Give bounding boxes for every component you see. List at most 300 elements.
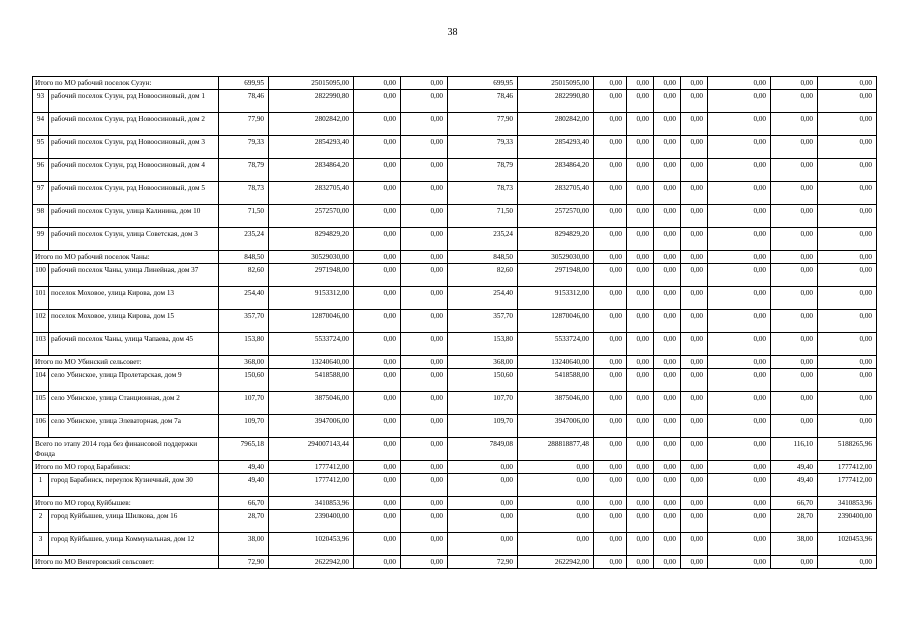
value-cell: 0,00: [818, 556, 877, 569]
value-cell: 8294829,20: [269, 228, 354, 251]
value-cell: 72,90: [448, 556, 518, 569]
value-cell: 0,00: [681, 356, 708, 369]
value-cell: 0,00: [354, 392, 401, 415]
value-cell: 1777412,00: [818, 461, 877, 474]
value-cell: 0,00: [681, 228, 708, 251]
value-cell: 3947006,00: [518, 415, 594, 438]
value-cell: 0,00: [448, 510, 518, 533]
value-cell: 0,00: [627, 287, 654, 310]
data-table: [32, 76, 877, 569]
value-cell: 368,00: [219, 356, 269, 369]
value-cell: 0,00: [627, 369, 654, 392]
value-cell: 0,00: [627, 228, 654, 251]
value-cell: 150,60: [219, 369, 269, 392]
value-cell: 0,00: [354, 90, 401, 113]
value-cell: 848,50: [219, 251, 269, 264]
value-cell: 0,00: [401, 392, 448, 415]
value-cell: 0,00: [354, 287, 401, 310]
value-cell: 0,00: [627, 182, 654, 205]
value-cell: 0,00: [627, 356, 654, 369]
value-cell: 0,00: [354, 497, 401, 510]
row-address: рабочий поселок Сузун, рзд Новоосиновый, дом 2: [49, 113, 219, 136]
value-cell: 12870046,00: [269, 310, 354, 333]
value-cell: 153,80: [448, 333, 518, 356]
table-row: [33, 474, 877, 497]
value-cell: 0,00: [594, 264, 627, 287]
value-cell: 0,00: [354, 159, 401, 182]
value-cell: 0,00: [708, 136, 771, 159]
value-cell: 0,00: [627, 333, 654, 356]
value-cell: 0,00: [448, 474, 518, 497]
value-cell: 12870046,00: [518, 310, 594, 333]
total-label: Всего по этапу 2014 года без финансовой поддержки Фонда: [33, 438, 219, 461]
row-address: город Куйбышев, улица Коммунальная, дом 12: [49, 533, 219, 556]
row-index: 103: [33, 333, 49, 356]
value-cell: 82,60: [448, 264, 518, 287]
value-cell: 0,00: [771, 251, 818, 264]
table-total-row: [33, 356, 877, 369]
value-cell: 0,00: [681, 251, 708, 264]
table-row: [33, 136, 877, 159]
value-cell: 0,00: [354, 310, 401, 333]
value-cell: 116,10: [771, 438, 818, 461]
value-cell: 0,00: [354, 415, 401, 438]
value-cell: 0,00: [401, 182, 448, 205]
value-cell: 0,00: [818, 264, 877, 287]
value-cell: 0,00: [401, 228, 448, 251]
value-cell: 3410853,96: [269, 497, 354, 510]
value-cell: 357,70: [219, 310, 269, 333]
value-cell: 0,00: [401, 310, 448, 333]
value-cell: 107,70: [448, 392, 518, 415]
table-total-row: [33, 556, 877, 569]
value-cell: 254,40: [219, 287, 269, 310]
row-address: рабочий поселок Сузун, рзд Новоосиновый, дом 1: [49, 90, 219, 113]
row-address: рабочий поселок Чаны, улица Чапаева, дом 45: [49, 333, 219, 356]
value-cell: 150,60: [448, 369, 518, 392]
value-cell: 7849,08: [448, 438, 518, 461]
value-cell: 0,00: [594, 533, 627, 556]
value-cell: 71,50: [219, 205, 269, 228]
value-cell: 0,00: [594, 113, 627, 136]
value-cell: 0,00: [654, 392, 681, 415]
table-row: [33, 510, 877, 533]
row-address: город Барабинск, переулок Кузнечный, дом 30: [49, 474, 219, 497]
value-cell: 0,00: [681, 461, 708, 474]
value-cell: 0,00: [818, 228, 877, 251]
total-label: Итого по МО город Куйбышев:: [33, 497, 219, 510]
value-cell: 82,60: [219, 264, 269, 287]
value-cell: 0,00: [681, 113, 708, 136]
value-cell: 0,00: [594, 228, 627, 251]
value-cell: 0,00: [354, 556, 401, 569]
value-cell: 49,40: [771, 461, 818, 474]
value-cell: 0,00: [354, 136, 401, 159]
value-cell: 0,00: [654, 77, 681, 90]
row-address: село Убинское, улица Пролетарская, дом 9: [49, 369, 219, 392]
value-cell: 5533724,00: [518, 333, 594, 356]
value-cell: 0,00: [654, 310, 681, 333]
value-cell: 0,00: [654, 136, 681, 159]
value-cell: 0,00: [771, 159, 818, 182]
value-cell: 1020453,96: [269, 533, 354, 556]
value-cell: 0,00: [654, 510, 681, 533]
row-index: 101: [33, 287, 49, 310]
value-cell: 49,40: [219, 474, 269, 497]
value-cell: 1777412,00: [818, 474, 877, 497]
value-cell: 0,00: [594, 205, 627, 228]
value-cell: 0,00: [681, 136, 708, 159]
value-cell: 0,00: [518, 497, 594, 510]
value-cell: 0,00: [681, 182, 708, 205]
value-cell: 0,00: [354, 205, 401, 228]
row-index: 3: [33, 533, 49, 556]
value-cell: 699,95: [448, 77, 518, 90]
value-cell: 0,00: [681, 474, 708, 497]
value-cell: 0,00: [401, 438, 448, 461]
value-cell: 0,00: [654, 556, 681, 569]
value-cell: 0,00: [518, 510, 594, 533]
row-index: 96: [33, 159, 49, 182]
value-cell: 0,00: [518, 474, 594, 497]
value-cell: 0,00: [818, 136, 877, 159]
value-cell: 0,00: [594, 287, 627, 310]
value-cell: 0,00: [708, 510, 771, 533]
value-cell: 107,70: [219, 392, 269, 415]
value-cell: 0,00: [708, 287, 771, 310]
value-cell: 0,00: [594, 90, 627, 113]
value-cell: 368,00: [448, 356, 518, 369]
total-label: Итого по МО рабочий поселок Чаны:: [33, 251, 219, 264]
value-cell: 0,00: [771, 333, 818, 356]
row-address: поселок Моховое, улица Кирова, дом 13: [49, 287, 219, 310]
row-index: 100: [33, 264, 49, 287]
table-total-row: [33, 461, 877, 474]
value-cell: 357,70: [448, 310, 518, 333]
value-cell: 0,00: [681, 264, 708, 287]
value-cell: 0,00: [354, 182, 401, 205]
value-cell: 0,00: [401, 369, 448, 392]
value-cell: 2834864,20: [518, 159, 594, 182]
value-cell: 66,70: [771, 497, 818, 510]
value-cell: 25015095,00: [518, 77, 594, 90]
row-index: 94: [33, 113, 49, 136]
value-cell: 0,00: [594, 251, 627, 264]
value-cell: 235,24: [448, 228, 518, 251]
value-cell: 78,79: [448, 159, 518, 182]
table-row: [33, 287, 877, 310]
value-cell: 0,00: [708, 333, 771, 356]
value-cell: 79,33: [219, 136, 269, 159]
value-cell: 0,00: [654, 205, 681, 228]
value-cell: 0,00: [654, 474, 681, 497]
value-cell: 0,00: [771, 369, 818, 392]
value-cell: 0,00: [654, 287, 681, 310]
value-cell: 0,00: [354, 461, 401, 474]
row-index: 2: [33, 510, 49, 533]
total-label: Итого по МО Убинский сельсовет:: [33, 356, 219, 369]
value-cell: 0,00: [654, 90, 681, 113]
value-cell: 0,00: [354, 77, 401, 90]
table-row: [33, 533, 877, 556]
value-cell: 13240640,00: [269, 356, 354, 369]
value-cell: 0,00: [594, 356, 627, 369]
value-cell: 1777412,00: [269, 474, 354, 497]
value-cell: 0,00: [708, 310, 771, 333]
value-cell: 0,00: [771, 77, 818, 90]
value-cell: 0,00: [681, 90, 708, 113]
table-total-row: [33, 497, 877, 510]
value-cell: 0,00: [401, 287, 448, 310]
value-cell: 0,00: [401, 159, 448, 182]
value-cell: 0,00: [401, 474, 448, 497]
value-cell: 8294829,20: [518, 228, 594, 251]
value-cell: 1777412,00: [269, 461, 354, 474]
value-cell: 0,00: [354, 113, 401, 136]
table-total-row: [33, 251, 877, 264]
row-index: 104: [33, 369, 49, 392]
value-cell: 0,00: [681, 310, 708, 333]
value-cell: 3875046,00: [518, 392, 594, 415]
value-cell: 2390400,00: [818, 510, 877, 533]
value-cell: 7965,18: [219, 438, 269, 461]
value-cell: 78,46: [219, 90, 269, 113]
value-cell: 0,00: [401, 264, 448, 287]
value-cell: 0,00: [354, 474, 401, 497]
value-cell: 0,00: [818, 251, 877, 264]
value-cell: 0,00: [354, 228, 401, 251]
value-cell: 0,00: [401, 497, 448, 510]
value-cell: 0,00: [448, 533, 518, 556]
value-cell: 0,00: [401, 77, 448, 90]
value-cell: 109,70: [448, 415, 518, 438]
value-cell: 0,00: [594, 510, 627, 533]
value-cell: 0,00: [627, 90, 654, 113]
value-cell: 5533724,00: [269, 333, 354, 356]
table-row: [33, 333, 877, 356]
table-row: [33, 369, 877, 392]
value-cell: 30529030,00: [518, 251, 594, 264]
row-index: 93: [33, 90, 49, 113]
value-cell: 0,00: [771, 556, 818, 569]
total-label: Итого по МО рабочий поселок Сузун:: [33, 77, 219, 90]
row-address: рабочий поселок Сузун, улица Калинина, дом 10: [49, 205, 219, 228]
value-cell: 0,00: [654, 533, 681, 556]
value-cell: 0,00: [354, 251, 401, 264]
value-cell: 0,00: [448, 461, 518, 474]
value-cell: 0,00: [627, 474, 654, 497]
value-cell: 0,00: [708, 77, 771, 90]
value-cell: 0,00: [594, 392, 627, 415]
value-cell: 0,00: [594, 438, 627, 461]
value-cell: 0,00: [594, 556, 627, 569]
value-cell: 1020453,96: [818, 533, 877, 556]
value-cell: 0,00: [594, 461, 627, 474]
value-cell: 0,00: [627, 510, 654, 533]
row-index: 99: [33, 228, 49, 251]
value-cell: 0,00: [654, 159, 681, 182]
value-cell: 0,00: [708, 356, 771, 369]
row-address: село Убинское, улица Элеваторная, дом 7а: [49, 415, 219, 438]
value-cell: 0,00: [708, 497, 771, 510]
value-cell: 0,00: [401, 205, 448, 228]
value-cell: 0,00: [681, 369, 708, 392]
value-cell: 0,00: [654, 264, 681, 287]
value-cell: 0,00: [818, 369, 877, 392]
table-row: [33, 159, 877, 182]
row-address: поселок Моховое, улица Кирова, дом 15: [49, 310, 219, 333]
total-label: Итого по МО город Барабинск:: [33, 461, 219, 474]
value-cell: 0,00: [401, 251, 448, 264]
table-row: [33, 415, 877, 438]
value-cell: 0,00: [627, 205, 654, 228]
value-cell: 5418588,00: [518, 369, 594, 392]
table-row: [33, 310, 877, 333]
value-cell: 0,00: [681, 497, 708, 510]
value-cell: 0,00: [594, 77, 627, 90]
value-cell: 0,00: [708, 415, 771, 438]
value-cell: 0,00: [654, 497, 681, 510]
value-cell: 28,70: [771, 510, 818, 533]
value-cell: 0,00: [627, 392, 654, 415]
value-cell: 0,00: [818, 159, 877, 182]
table-row: [33, 113, 877, 136]
value-cell: 0,00: [708, 392, 771, 415]
value-cell: 0,00: [708, 90, 771, 113]
row-index: 95: [33, 136, 49, 159]
value-cell: 78,73: [219, 182, 269, 205]
value-cell: 0,00: [401, 415, 448, 438]
value-cell: 0,00: [627, 415, 654, 438]
value-cell: 0,00: [654, 438, 681, 461]
value-cell: 2834864,20: [269, 159, 354, 182]
value-cell: 0,00: [708, 556, 771, 569]
value-cell: 78,46: [448, 90, 518, 113]
value-cell: 9153312,00: [269, 287, 354, 310]
value-cell: 0,00: [818, 392, 877, 415]
value-cell: 0,00: [708, 533, 771, 556]
value-cell: 0,00: [594, 369, 627, 392]
table-row: [33, 90, 877, 113]
value-cell: 0,00: [681, 510, 708, 533]
value-cell: 0,00: [681, 533, 708, 556]
table-row: [33, 392, 877, 415]
value-cell: 0,00: [681, 415, 708, 438]
value-cell: 0,00: [654, 182, 681, 205]
value-cell: 0,00: [354, 510, 401, 533]
row-index: 97: [33, 182, 49, 205]
value-cell: 30529030,00: [269, 251, 354, 264]
value-cell: 0,00: [354, 369, 401, 392]
value-cell: 49,40: [219, 461, 269, 474]
value-cell: 3875046,00: [269, 392, 354, 415]
value-cell: 254,40: [448, 287, 518, 310]
value-cell: 2622942,00: [269, 556, 354, 569]
value-cell: 0,00: [518, 533, 594, 556]
value-cell: 79,33: [448, 136, 518, 159]
value-cell: 71,50: [448, 205, 518, 228]
value-cell: 0,00: [771, 205, 818, 228]
value-cell: 0,00: [708, 461, 771, 474]
value-cell: 0,00: [654, 356, 681, 369]
value-cell: 0,00: [627, 251, 654, 264]
value-cell: 2802842,00: [518, 113, 594, 136]
table-total-row: [33, 438, 877, 461]
value-cell: 848,50: [448, 251, 518, 264]
value-cell: 38,00: [219, 533, 269, 556]
value-cell: 699,95: [219, 77, 269, 90]
value-cell: 0,00: [818, 90, 877, 113]
value-cell: 0,00: [708, 438, 771, 461]
value-cell: 0,00: [818, 287, 877, 310]
value-cell: 0,00: [654, 415, 681, 438]
value-cell: 0,00: [627, 438, 654, 461]
value-cell: 2854293,40: [518, 136, 594, 159]
value-cell: 0,00: [818, 77, 877, 90]
value-cell: 0,00: [627, 159, 654, 182]
value-cell: 9153312,00: [518, 287, 594, 310]
value-cell: 0,00: [708, 205, 771, 228]
value-cell: 0,00: [708, 264, 771, 287]
value-cell: 288818877,48: [518, 438, 594, 461]
value-cell: 0,00: [594, 310, 627, 333]
value-cell: 77,90: [448, 113, 518, 136]
value-cell: 0,00: [771, 228, 818, 251]
row-index: 102: [33, 310, 49, 333]
value-cell: 2832705,40: [518, 182, 594, 205]
table-row: [33, 264, 877, 287]
value-cell: 2854293,40: [269, 136, 354, 159]
table-total-row: [33, 77, 877, 90]
row-address: рабочий поселок Сузун, рзд Новоосиновый, дом 3: [49, 136, 219, 159]
value-cell: 153,80: [219, 333, 269, 356]
value-cell: 109,70: [219, 415, 269, 438]
value-cell: 0,00: [654, 251, 681, 264]
value-cell: 0,00: [771, 356, 818, 369]
value-cell: 2971948,00: [269, 264, 354, 287]
value-cell: 0,00: [654, 369, 681, 392]
value-cell: 0,00: [627, 533, 654, 556]
value-cell: 0,00: [401, 556, 448, 569]
value-cell: 0,00: [818, 310, 877, 333]
value-cell: 0,00: [708, 113, 771, 136]
value-cell: 0,00: [401, 461, 448, 474]
value-cell: 0,00: [627, 264, 654, 287]
value-cell: 0,00: [654, 113, 681, 136]
value-cell: 78,73: [448, 182, 518, 205]
value-cell: 0,00: [594, 159, 627, 182]
value-cell: 0,00: [627, 113, 654, 136]
value-cell: 0,00: [681, 556, 708, 569]
value-cell: 0,00: [771, 392, 818, 415]
value-cell: 72,90: [219, 556, 269, 569]
row-address: рабочий поселок Сузун, рзд Новоосиновый, дом 5: [49, 182, 219, 205]
value-cell: 5188265,96: [818, 438, 877, 461]
row-address: село Убинское, улица Станционная, дом 2: [49, 392, 219, 415]
value-cell: 0,00: [708, 159, 771, 182]
value-cell: 0,00: [627, 310, 654, 333]
value-cell: 2572570,00: [518, 205, 594, 228]
value-cell: 0,00: [818, 356, 877, 369]
value-cell: 28,70: [219, 510, 269, 533]
value-cell: 0,00: [818, 205, 877, 228]
value-cell: 0,00: [594, 474, 627, 497]
value-cell: 0,00: [771, 113, 818, 136]
value-cell: 0,00: [771, 310, 818, 333]
value-cell: 0,00: [771, 287, 818, 310]
page-number: 38: [447, 27, 458, 38]
value-cell: 0,00: [654, 228, 681, 251]
